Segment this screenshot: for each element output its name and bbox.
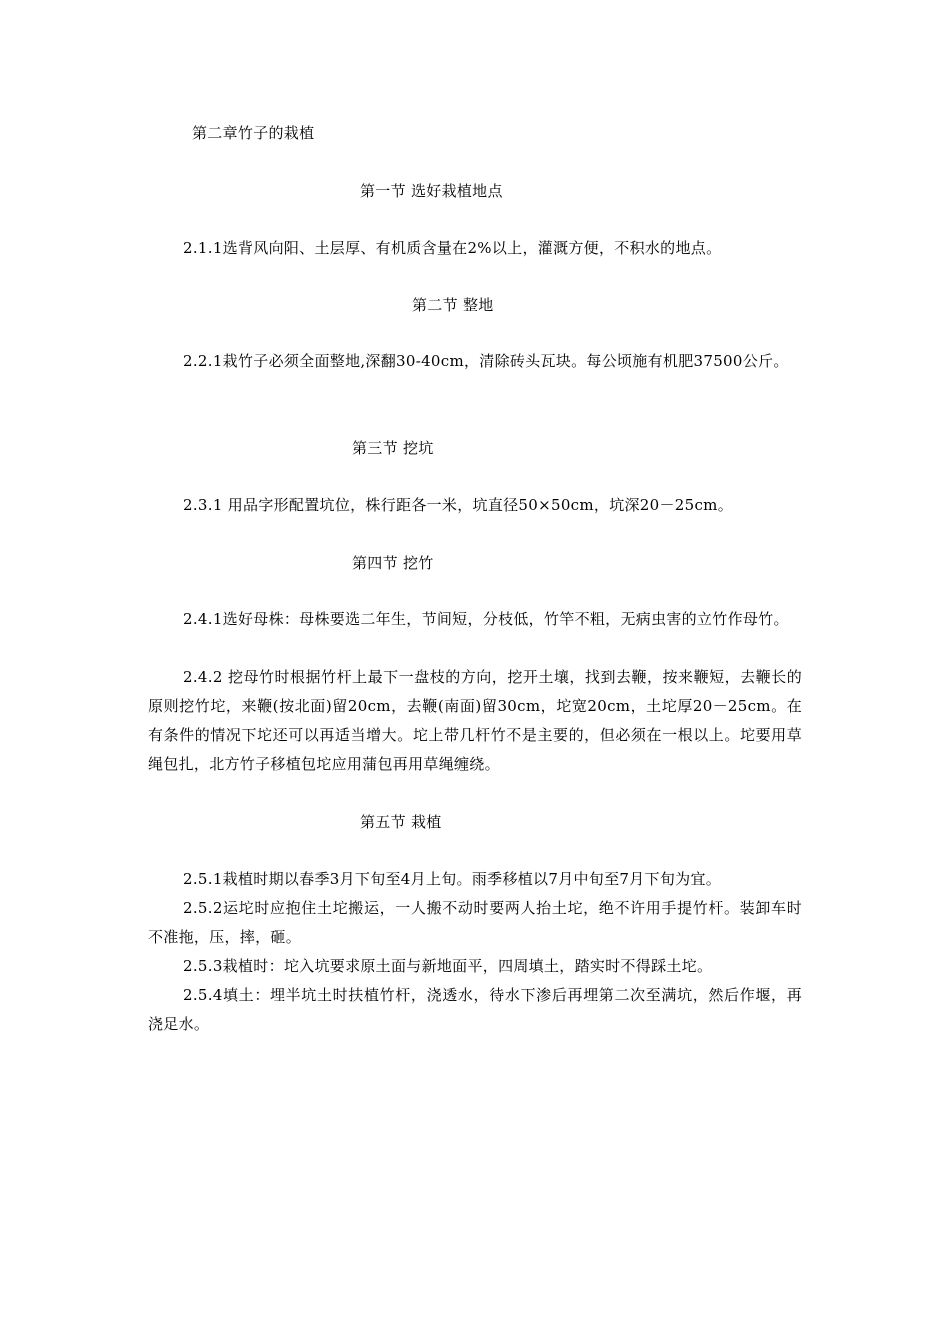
section-heading-1: 第一节 选好栽植地点: [360, 182, 503, 200]
paragraph-2-5-1: 2.5.1栽植时期以春季3月下旬至4月上旬。雨季移植以7月中旬至7月下旬为宜。: [183, 870, 722, 888]
paragraph-2-3-1: 2.3.1 用品字形配置坑位，株行距各一米，坑直径50×50cm，坑深20－25cm。: [183, 496, 734, 514]
paragraph-2-1-1: 2.1.1选背风向阳、土层厚、有机质含量在2%以上，灌溉方便，不积水的地点。: [183, 239, 722, 257]
chapter-title: 第二章竹子的栽植: [192, 124, 315, 142]
paragraph-2-4-1: 2.4.1选好母株：母株要选二年生，节间短，分枝低，竹竿不粗，无病虫害的立竹作母竹。: [183, 610, 789, 628]
section-heading-4: 第四节 挖竹: [352, 554, 434, 572]
paragraph-2-5-4: 2.5.4填土：埋半坑土时扶植竹杆，浇透水，待水下渗后再埋第二次至满坑，然后作堰，再浇足水。: [148, 986, 802, 1033]
paragraph-2-5-2: 2.5.2运坨时应抱住土坨搬运，一人搬不动时要两人抬土坨，绝不许用手提竹杆。装卸车时不准拖，压，摔，砸。: [148, 899, 802, 946]
paragraph-2-5-3: 2.5.3栽植时：坨入坑要求原土面与新地面平，四周填土，踏实时不得踩土坨。: [183, 957, 713, 975]
paragraph-2-2-1: 2.2.1栽竹子必须全面整地,深翻30-40cm，清除砖头瓦块。每公顷施有机肥37500公斤。: [183, 352, 789, 370]
section-heading-5: 第五节 栽植: [360, 813, 442, 831]
paragraph-2-4-2: 2.4.2 挖母竹时根据竹杆上最下一盘枝的方向，挖开土壤，找到去鞭，按来鞭短，去鞭长的原则挖竹坨，来鞭(按北面)留20cm，去鞭(南面)留30cm，坨宽20cm，土坨厚20－25cm。在有条件的情况下坨还可以再适当增大。坨上带几杆竹不是主要的，但必须在一根以上。坨要用草绳包扎，北方竹子移植包坨应用蒲包再用草绳缠绕。: [148, 668, 802, 773]
section-heading-3: 第三节 挖坑: [352, 439, 434, 457]
section-heading-2: 第二节 整地: [412, 296, 494, 314]
